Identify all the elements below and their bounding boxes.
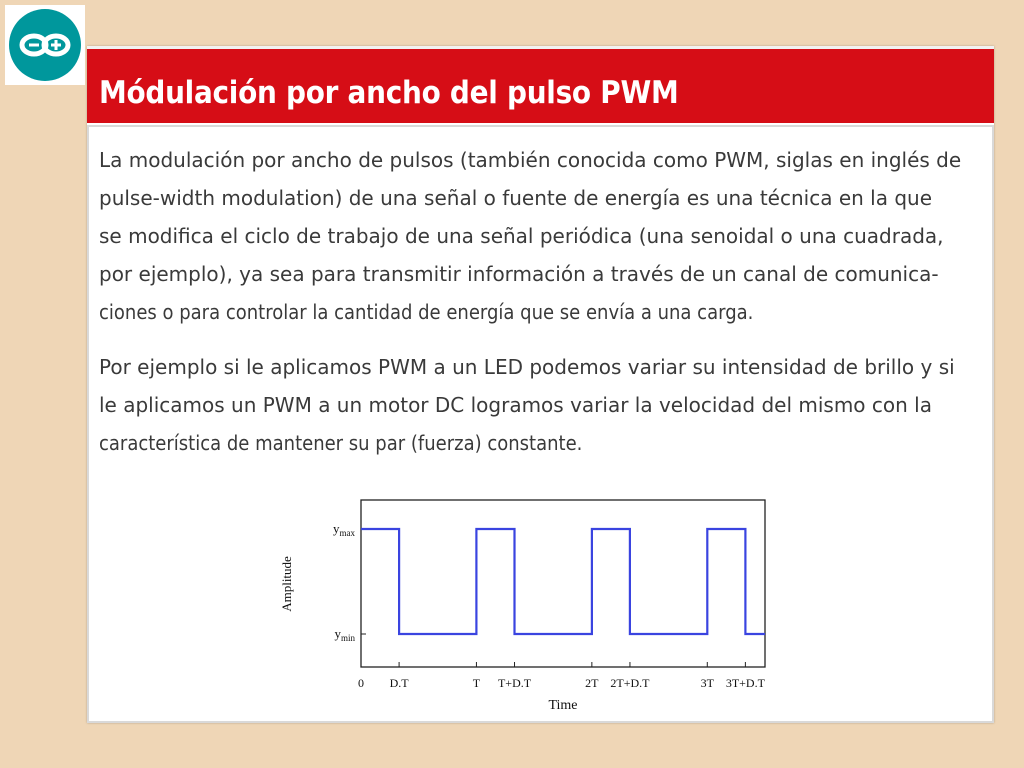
paragraph-1 — [99, 141, 983, 331]
x-tick-label: 0 — [358, 676, 364, 690]
plot-frame — [361, 500, 765, 667]
x-tick-label: D.T — [389, 676, 409, 690]
paragraph-1-line: ciones o para controlar la cantidad de energía que se envía a una carga. — [99, 300, 754, 324]
title-bar — [87, 46, 994, 123]
x-tick-label: 3T — [700, 676, 714, 690]
x-tick-label: 3T+D.T — [725, 676, 765, 690]
paragraph-2-line: Por ejemplo si le aplicamos PWM a un LED podemos variar su intensidad de brillo y si — [99, 355, 955, 379]
slide-title: Módulación por ancho del pulso PWM — [99, 75, 679, 111]
x-tick-label: 2T — [585, 676, 599, 690]
x-axis-label: Time — [548, 698, 578, 713]
x-tick-label: T — [472, 676, 481, 690]
x-tick-label: 2T+D.T — [610, 676, 650, 690]
paragraph-2 — [99, 348, 983, 462]
x-tick-label: T+D.T — [497, 676, 532, 690]
arduino-logo-icon — [5, 5, 85, 85]
y-tick-label: $y_{min}$ — [334, 626, 355, 643]
y-axis-label: Amplitude — [279, 556, 294, 612]
arduino-logo — [5, 5, 85, 85]
paragraph-1-line: se modifica el ciclo de trabajo de una señal periódica (una senoidal o una cuadrada, — [99, 224, 944, 248]
paragraph-2-line: característica de mantener su par (fuerza) constante. — [99, 431, 583, 455]
paragraph-1-line: por ejemplo), ya sea para transmitir información a través de un canal de comunica- — [99, 262, 939, 286]
paragraph-2-line: le aplicamos un PWM a un motor DC logramos variar la velocidad del mismo con la — [99, 393, 932, 417]
pwm-chart — [269, 492, 789, 722]
content-panel — [87, 125, 994, 723]
paragraph-1-line: La modulación por ancho de pulsos (también conocida como PWM, siglas en inglés de — [99, 148, 962, 172]
slide — [87, 46, 994, 723]
y-tick-label: $y_{max}$ — [333, 521, 355, 538]
paragraph-1-line: pulse-width modulation) de una señal o fuente de energía es una técnica en la que — [99, 186, 933, 210]
